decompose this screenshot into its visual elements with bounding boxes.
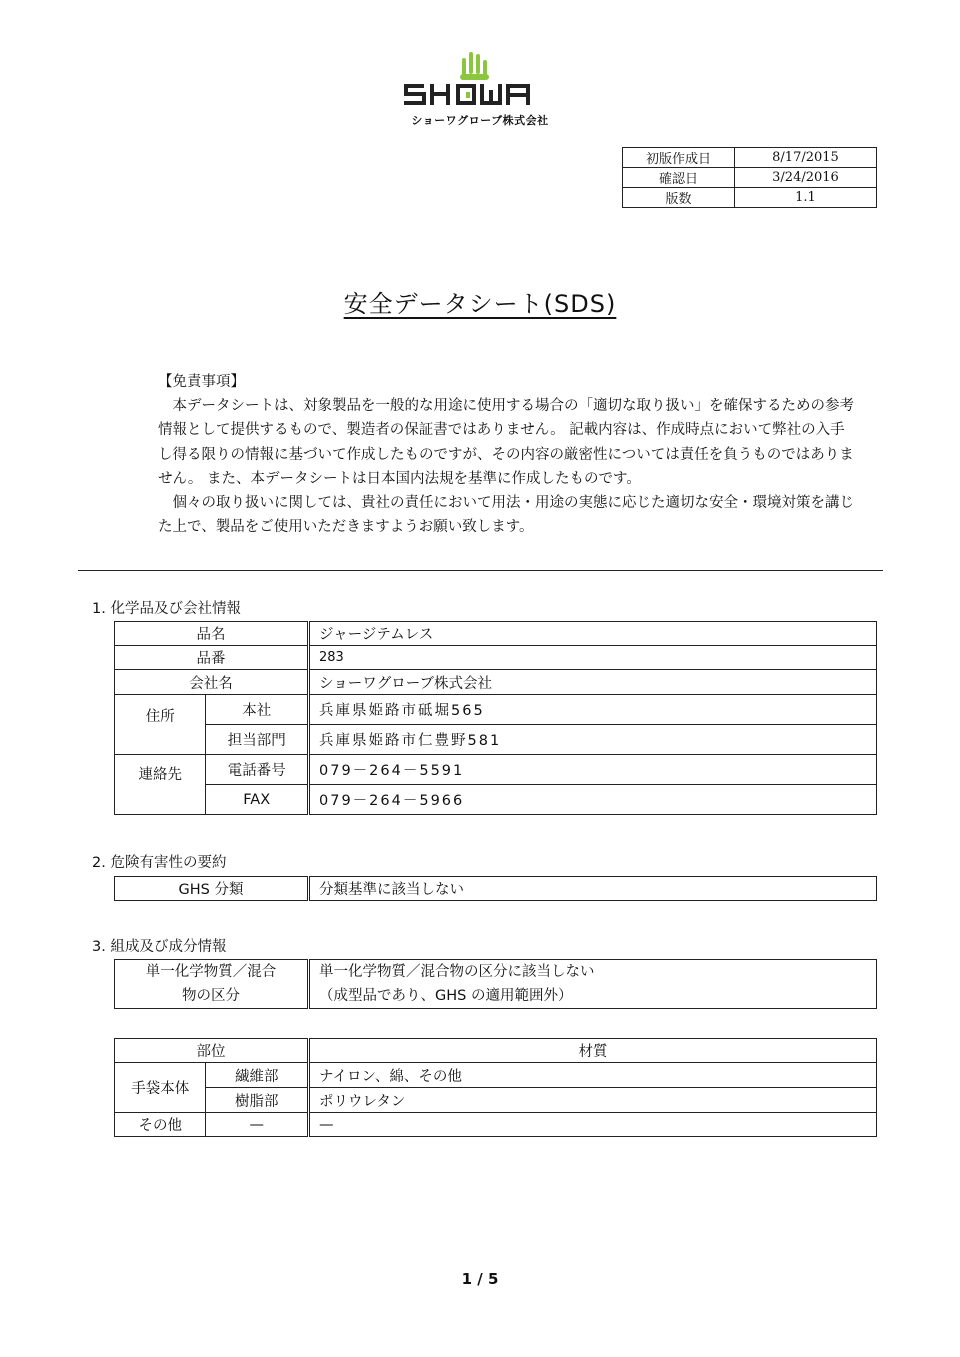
contact-label: 連絡先	[115, 755, 206, 815]
divider	[78, 570, 883, 571]
confirmed-label: 確認日	[623, 168, 735, 188]
company-label: 会社名	[115, 670, 309, 695]
dept-address: 兵庫県姫路市仁豊野581	[309, 725, 877, 755]
hq-address: 兵庫県姫路市砥堀565	[309, 695, 877, 725]
logo-company-name: ショーワグローブ株式会社	[411, 114, 549, 127]
company-logo	[402, 50, 558, 130]
table-row	[115, 755, 877, 785]
part-header: 部位	[115, 1039, 309, 1063]
ghs-value: 分類基準に該当しない	[309, 877, 877, 901]
table-row	[115, 1113, 877, 1137]
disclaimer-paragraph-2: 個々の取り扱いに関しては、貴社の責任において用法・用途の実態に応じた適切な安全・環境対策を講じた上で、製品をご使用いただきますようお願い致します。	[158, 495, 854, 536]
product-name-label: 品名	[115, 622, 309, 646]
version-label: 版数	[623, 188, 735, 208]
resin-label: 樹脂部	[206, 1088, 309, 1113]
other-sub: —	[206, 1113, 309, 1137]
table-row	[115, 670, 877, 695]
substance-label	[115, 960, 309, 1009]
ghs-label: GHS 分類	[115, 877, 309, 901]
product-no-value: 283	[309, 646, 877, 670]
address-label: 住所	[115, 695, 206, 755]
table-row	[115, 646, 877, 670]
section-3-title: 3. 組成及び成分情報	[92, 939, 227, 955]
first-edition-label: 初版作成日	[623, 148, 735, 168]
table-row	[623, 188, 877, 208]
product-no-label: 品番	[115, 646, 309, 670]
page-title-container	[0, 284, 960, 319]
page-number: 1 / 5	[461, 1270, 499, 1288]
fiber-label: 繊維部	[206, 1063, 309, 1088]
company-value: ショーワグローブ株式会社	[309, 670, 877, 695]
resin-material: ポリウレタン	[309, 1088, 877, 1113]
other-label: その他	[115, 1113, 206, 1137]
substance-label-line-1: 単一化学物質／混合	[145, 964, 277, 980]
table-row	[115, 1039, 877, 1063]
table-row	[115, 785, 877, 815]
table-row	[115, 1063, 877, 1088]
substance-value-line-2: （成型品であり、GHS の適用範囲外）	[319, 988, 573, 1004]
showa-logo-icon	[402, 50, 558, 110]
table-row	[115, 725, 877, 755]
page-title: 安全データシート(SDS)	[343, 290, 617, 318]
section-1-title: 1. 化学品及び会社情報	[92, 601, 241, 617]
disclaimer-heading: 【免責事項】	[158, 374, 245, 390]
table-row	[115, 622, 877, 646]
glove-body-label: 手袋本体	[115, 1063, 206, 1113]
company-info-table	[114, 621, 877, 815]
dept-label: 担当部門	[206, 725, 309, 755]
material-table	[114, 1038, 877, 1137]
substance-value	[309, 960, 877, 1009]
disclaimer	[158, 370, 858, 539]
other-material: —	[309, 1113, 877, 1137]
phone-label: 電話番号	[206, 755, 309, 785]
product-name-value: ジャージテムレス	[309, 622, 877, 646]
hq-label: 本社	[206, 695, 309, 725]
composition-table	[114, 959, 877, 1009]
fax-value: 079－264－5966	[309, 785, 877, 815]
hazard-table	[114, 876, 877, 901]
table-row	[115, 960, 877, 1009]
version-number: 1.1	[735, 188, 877, 208]
phone-value: 079－264－5591	[309, 755, 877, 785]
fiber-material: ナイロン、綿、その他	[309, 1063, 877, 1088]
version-table	[622, 147, 877, 208]
table-row	[115, 877, 877, 901]
substance-value-line-1: 単一化学物質／混合物の区分に該当しない	[319, 964, 595, 980]
confirmed-date: 3/24/2016	[735, 168, 877, 188]
table-row	[623, 168, 877, 188]
material-header: 材質	[309, 1039, 877, 1063]
fax-label: FAX	[206, 785, 309, 815]
first-edition-date: 8/17/2015	[735, 148, 877, 168]
disclaimer-paragraph-1: 本データシートは、対象製品を一般的な用途に使用する場合の「適切な取り扱い」を確保するための参考情報として提供するもので、製造者の保証書ではありません。 記載内容は、作成時点において弊社の入手し得る限りの情報に基づいて作成したものですが、その内容の厳密性については責任を負うものではありません。 また、本データシートは日本国内法規を基準に作成したものです。	[158, 398, 854, 487]
section-2-title: 2. 危険有害性の要約	[92, 855, 227, 871]
substance-label-line-2: 物の区分	[182, 988, 240, 1004]
table-row	[115, 1088, 877, 1113]
table-row	[115, 695, 877, 725]
table-row	[623, 148, 877, 168]
